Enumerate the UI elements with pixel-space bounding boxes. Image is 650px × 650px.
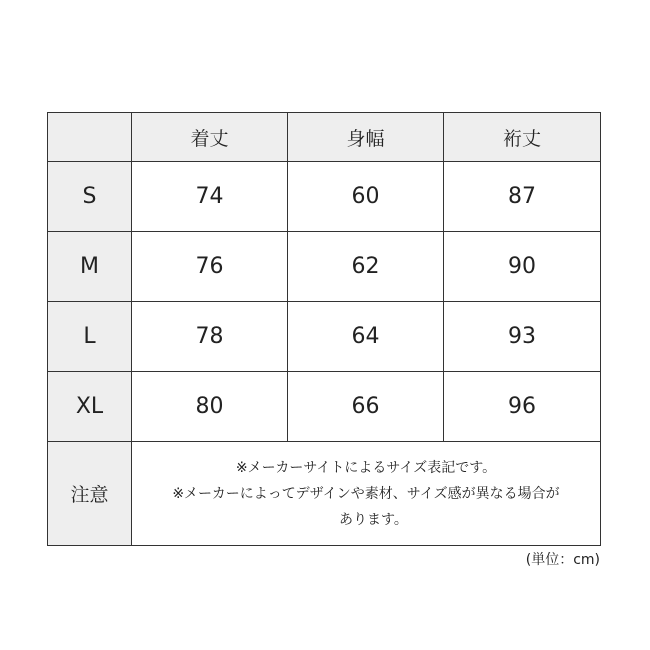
size-label: S <box>48 162 132 232</box>
sleeve-value: 93 <box>444 302 601 372</box>
header-row <box>48 113 601 162</box>
table-row <box>48 372 601 442</box>
table-row <box>48 162 601 232</box>
table-row <box>48 302 601 372</box>
note-line: ※メーカーによってデザインや素材、サイズ感が異なる場合が <box>172 485 560 502</box>
note-row <box>48 442 601 546</box>
note-content <box>132 442 601 546</box>
length-value: 78 <box>132 302 288 372</box>
width-value: 60 <box>288 162 444 232</box>
length-value: 76 <box>132 232 288 302</box>
note-line: あります。 <box>339 511 408 528</box>
header-sleeve: 裄丈 <box>444 113 601 162</box>
length-value: 80 <box>132 372 288 442</box>
width-value: 66 <box>288 372 444 442</box>
header-width: 身幅 <box>288 113 444 162</box>
sleeve-value: 87 <box>444 162 601 232</box>
table-row <box>48 232 601 302</box>
header-corner-cell <box>48 113 132 162</box>
width-value: 62 <box>288 232 444 302</box>
size-label: M <box>48 232 132 302</box>
size-label: L <box>48 302 132 372</box>
header-length: 着丈 <box>132 113 288 162</box>
size-chart-table <box>47 112 601 546</box>
sleeve-value: 90 <box>444 232 601 302</box>
length-value: 74 <box>132 162 288 232</box>
sleeve-value: 96 <box>444 372 601 442</box>
size-label: XL <box>48 372 132 442</box>
note-line: ※メーカーサイトによるサイズ表記です。 <box>235 459 497 476</box>
note-label: 注意 <box>48 442 132 546</box>
unit-note: (単位：cm) <box>525 552 600 568</box>
width-value: 64 <box>288 302 444 372</box>
